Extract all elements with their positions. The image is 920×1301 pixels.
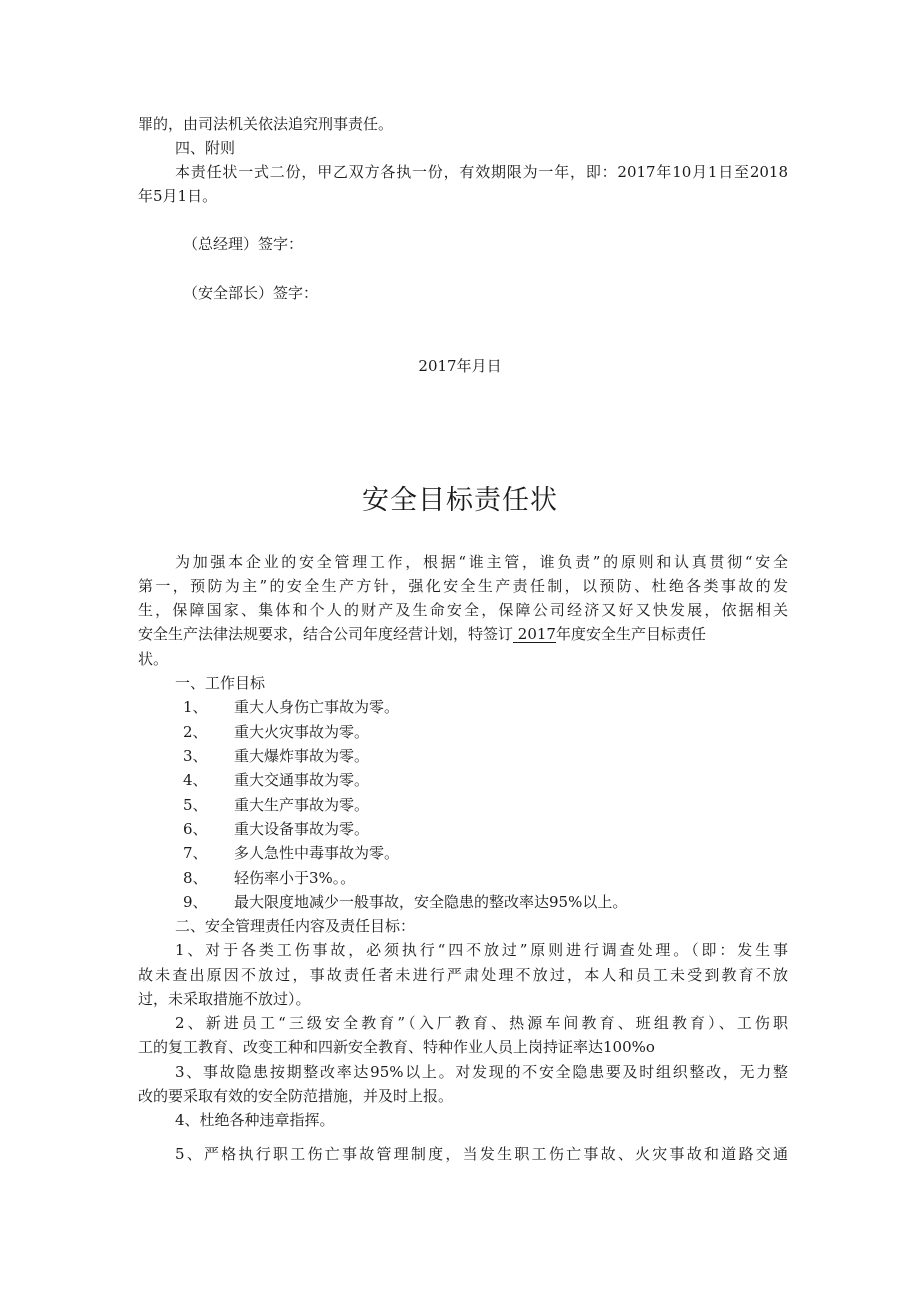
goal-number: 9、 bbox=[183, 893, 208, 911]
paragraph-line: 5、严格执行职工伤亡事故管理制度，当发生职工伤亡事故、火灾事故和道路交通 bbox=[175, 1145, 788, 1163]
goal-number: 4、 bbox=[183, 771, 208, 789]
intro-line: 生，保障国家、集体和个人的财产及生命安全，保障公司经济又好又快发展，依据相关 bbox=[138, 601, 788, 619]
goal-number: 7、 bbox=[183, 844, 208, 862]
goal-text: 最大限度地减少一般事故，安全隐患的整改率达95%以上。 bbox=[234, 893, 628, 911]
section-heading-appendix: 四、附则 bbox=[175, 139, 236, 157]
paragraph-line: 故未查出原因不放过，事故责任者未进行严肃处理不放过，本人和员工未受到教育不放 bbox=[138, 966, 788, 984]
goal-text: 重大人身伤亡事故为零。 bbox=[234, 698, 400, 716]
goal-number: 8、 bbox=[183, 869, 208, 887]
goal-text: 重大交通事故为零。 bbox=[234, 771, 370, 789]
goal-number: 5、 bbox=[183, 796, 208, 814]
signature-general-manager: （总经理）签字： bbox=[183, 235, 304, 253]
signature-safety-minister: （安全部长）签字： bbox=[183, 284, 319, 302]
paragraph-line: 工的复工教育、改变工种和四新安全教育、特种作业人员上岗持证率达100%o bbox=[138, 1038, 655, 1056]
intro-text: 安全生产法律法规要求，结合公司年度经营计划，特签订 bbox=[138, 625, 514, 643]
section-heading-responsibilities: 二、安全管理责任内容及责任目标： bbox=[175, 917, 416, 935]
prev-text-line: 罪的，由司法机关依法追究刑事责任。 bbox=[138, 115, 394, 133]
paragraph-line: 4、杜绝各种违章指挥。 bbox=[175, 1111, 335, 1129]
paragraph-line: 过，未采取措施不放过）。 bbox=[138, 990, 311, 1008]
goal-number: 1、 bbox=[183, 698, 208, 716]
goal-number: 6、 bbox=[183, 820, 208, 838]
intro-line bbox=[138, 624, 788, 644]
goal-number: 3、 bbox=[183, 747, 208, 765]
validity-text-line: 本责任状一式二份，甲乙双方各执一份，有效期限为一年，即：2017年10月1日至2018 bbox=[175, 163, 788, 181]
paragraph-line: 2、新进员工“三级安全教育”（入厂教育、热源车间教育、班组教育）、工伤职 bbox=[175, 1014, 788, 1032]
paragraph-line: 3、事故隐患按期整改率达95%以上。对发现的不安全隐患要及时组织整改，无力整 bbox=[175, 1063, 788, 1081]
paragraph-line: 1、对于各类工伤事故，必须执行“四不放过”原则进行调查处理。（即：发生事 bbox=[175, 941, 788, 959]
validity-text-line: 年5月1日。 bbox=[138, 187, 218, 205]
goal-text: 重大火灾事故为零。 bbox=[234, 723, 370, 741]
goal-text: 重大爆炸事故为零。 bbox=[234, 747, 370, 765]
intro-line: 为加强本企业的安全管理工作，根据“谁主管，谁负责”的原则和认真贯彻“安全 bbox=[175, 553, 788, 571]
signature-date: 2017年月日 bbox=[418, 357, 502, 375]
section-heading-work-goals: 一、工作目标 bbox=[175, 674, 266, 692]
goal-text: 轻伤率小于3%。。 bbox=[234, 869, 356, 887]
goal-text: 重大设备事故为零。 bbox=[234, 820, 370, 838]
document-title: 安全目标责任状 bbox=[362, 485, 558, 516]
intro-line: 第一，预防为主”的安全生产方针，强化安全生产责任制，以预防、杜绝各类事故的发 bbox=[138, 577, 788, 595]
goal-number: 2、 bbox=[183, 723, 208, 741]
intro-text: 年度安全生产目标责任 bbox=[555, 625, 706, 643]
paragraph-line: 改的要采取有效的安全防范措施，并及时上报。 bbox=[138, 1087, 454, 1105]
intro-line: 状。 bbox=[138, 650, 169, 668]
goal-text: 多人急性中毒事故为零。 bbox=[234, 844, 400, 862]
year-underlined: 2017 bbox=[517, 625, 556, 643]
goal-text: 重大生产事故为零。 bbox=[234, 796, 370, 814]
